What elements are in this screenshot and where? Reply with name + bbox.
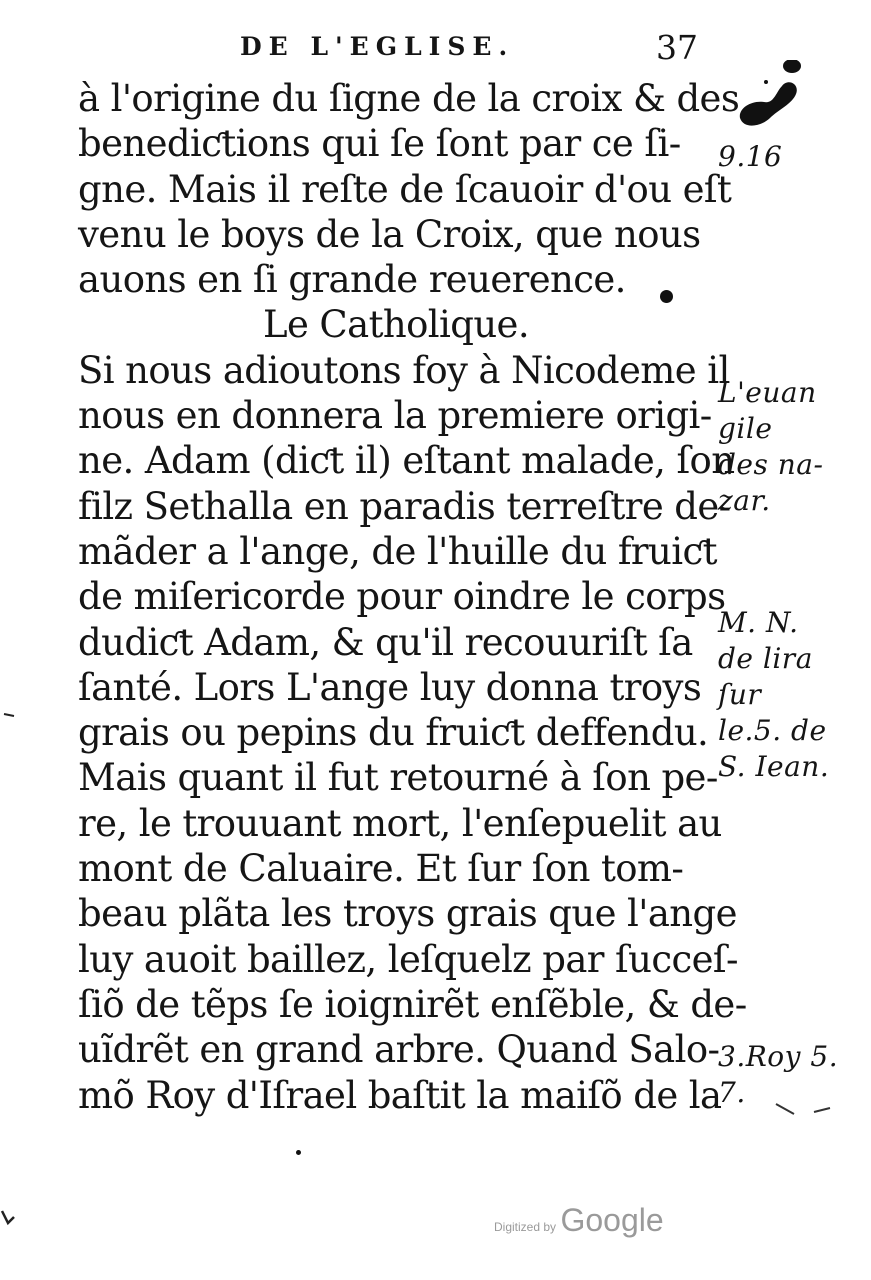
digitization-watermark bbox=[494, 1202, 664, 1239]
text-line: grais ou pepins du fruiƈt deffendu. bbox=[78, 711, 709, 755]
margin-note-ref-1 bbox=[718, 140, 782, 176]
text-line: mãder a l'ange, de l'huille du fruiƈt bbox=[78, 529, 717, 573]
margin-note-line: des na- bbox=[718, 448, 824, 481]
margin-note-line: le.5. de bbox=[718, 714, 827, 747]
page-number: 37 bbox=[656, 28, 698, 67]
margin-note-ref-2 bbox=[718, 376, 823, 520]
text-line: mont de Caluaire. Et ſur ſon tom- bbox=[78, 847, 684, 891]
running-header bbox=[230, 28, 710, 68]
text-line: luy auoit baillez, leſquelz par ſucceſ- bbox=[78, 937, 738, 981]
text-line: uĩdrẽt en grand arbre. Quand Salo- bbox=[78, 1028, 720, 1072]
ink-blot bbox=[730, 60, 830, 140]
text-line: de miſericorde pour oindre le corps bbox=[78, 575, 726, 619]
watermark-logo: Google bbox=[560, 1202, 664, 1238]
text-line: ſanté. Lors L'ange luy donna troys bbox=[78, 665, 702, 709]
ink-dot bbox=[296, 1150, 301, 1155]
text-line: à l'origine du ſigne de la croix & des bbox=[78, 77, 740, 120]
text-line: auons en ſi grande reuerence. bbox=[78, 258, 626, 302]
text-line: filz Sethalla en paradis terreſtre de- bbox=[78, 484, 731, 528]
margin-note-line: 3.Roy 5. bbox=[718, 1040, 839, 1073]
margin-note-line: L'euan bbox=[718, 376, 817, 409]
text-line: Mais quant il fut retourné à ſon pe- bbox=[78, 756, 718, 800]
text-line: venu le boys de la Croix, que nous bbox=[78, 212, 701, 256]
section-heading: Le Catholique. bbox=[263, 303, 530, 347]
watermark-prefix: Digitized by bbox=[494, 1220, 557, 1234]
text-line: gne. Mais il reſte de ſcauoir d'ou eſt bbox=[78, 167, 732, 211]
margin-note-line: ſur bbox=[718, 678, 762, 711]
margin-note-line: gile bbox=[718, 412, 773, 445]
text-line: nous en donnera la premiere origi- bbox=[78, 394, 712, 438]
stray-mark bbox=[0, 700, 20, 730]
text-line: re, le trouuant mort, l'enſepuelit au bbox=[78, 801, 722, 845]
text-line: ne. Adam (diƈt il) eſtant malade, ſon bbox=[78, 439, 735, 483]
margin-note-line: M. N. bbox=[718, 606, 799, 639]
stray-mark bbox=[0, 1205, 20, 1235]
margin-note-line: de lira bbox=[718, 642, 813, 675]
margin-note-ref-3 bbox=[718, 606, 829, 786]
text-line: ſiõ de tẽps ſe ioignirẽt enſẽble, & de- bbox=[78, 982, 747, 1026]
text-line: mõ Roy d'Iſrael baſtit la maiſõ de la bbox=[78, 1073, 722, 1117]
text-line: Si nous adioutons foy à Nicodeme il bbox=[78, 348, 730, 392]
text-line: beau plãta les troys grais que l'ange bbox=[78, 892, 737, 936]
margin-note-line: S. Iean. bbox=[718, 750, 830, 783]
running-title: DE L'EGLISE. bbox=[240, 32, 515, 61]
margin-note-line: zar. bbox=[718, 484, 771, 517]
text-line: dudiƈt Adam, & qu'il recouuriſt ſa bbox=[78, 620, 693, 664]
margin-note-line: 9.16 bbox=[718, 140, 783, 173]
margin-note-ref-4 bbox=[718, 1040, 838, 1112]
text-line: benediƈtions qui ſe ſont par ce ſi- bbox=[78, 122, 681, 166]
margin-note-line: 7. bbox=[718, 1076, 746, 1109]
